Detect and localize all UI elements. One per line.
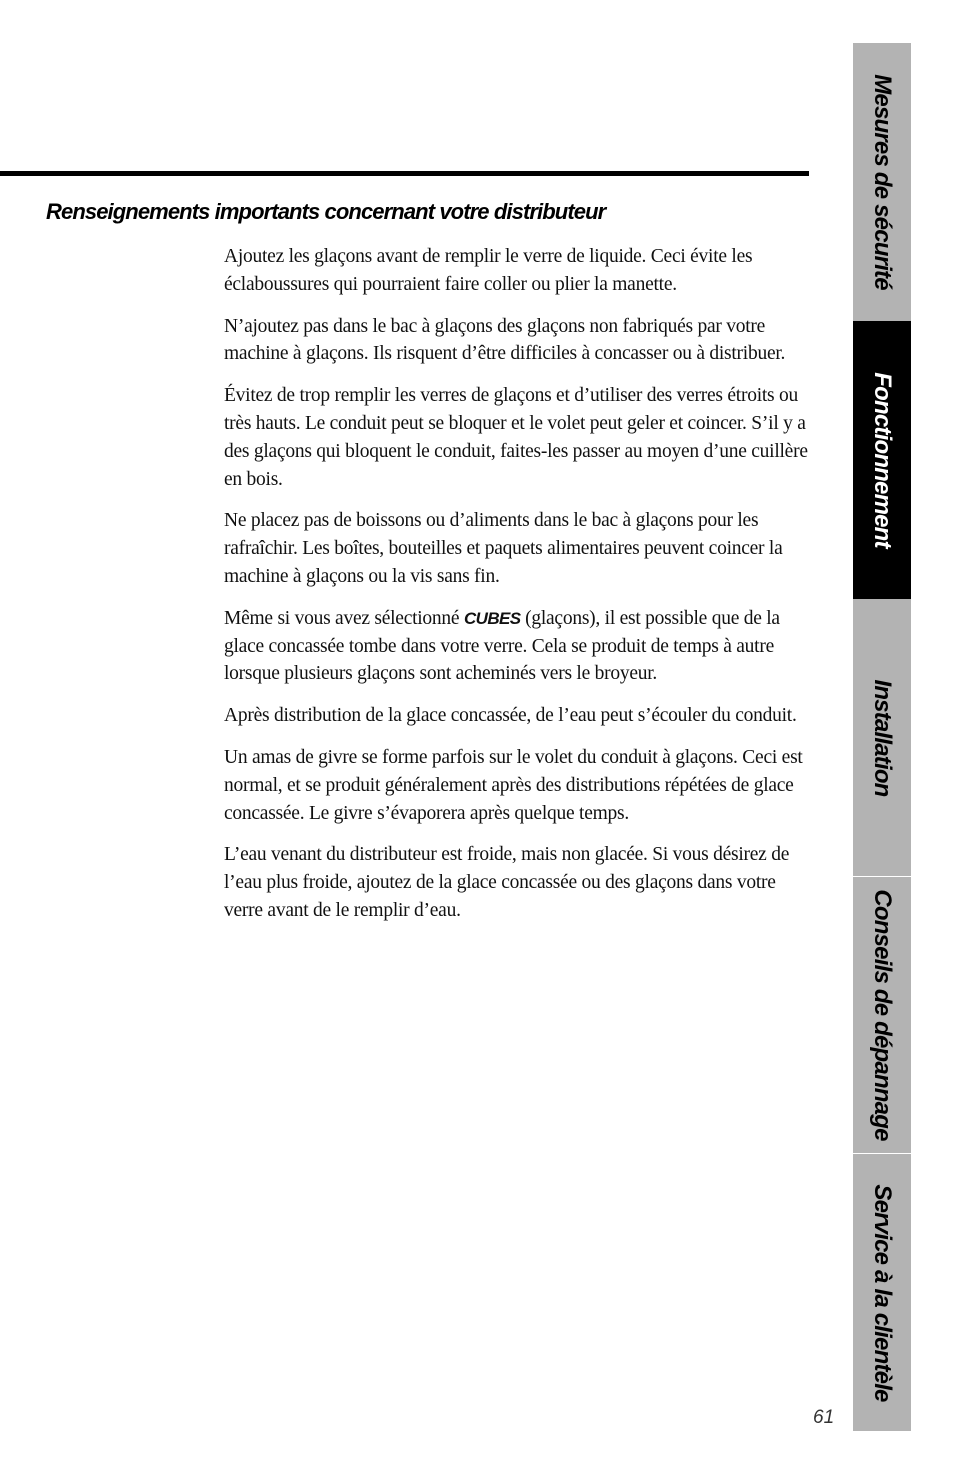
paragraph-cubes-setting [224,605,811,688]
tab-service-label: Service à la clientèle [869,1183,896,1402]
tab-troubleshooting-label: Conseils de dépannage [869,889,896,1141]
section-tabs [853,43,911,1431]
cubes-intro-text: Même si vous avez sélectionné [224,607,464,629]
paragraph-overfill-glasses: Évitez de trop remplir les verres de glaçons et d’utiliser des verres étroits ou très hauts. Le conduit peut se bloquer et le volet peut geler et coincer. S’il y a des glaçons qui bloquent le conduit, faites-les passer au moyen d’une cuillère en bois. [224,385,808,490]
tab-safety[interactable] [853,43,911,321]
cubes-rest-text: (glaçons), il est possible que de la glace concassée tombe dans votre verre. Cela se produit de temps à autre lorsque plusieurs glaçons sont acheminés vers le broyeur. [224,607,780,685]
cubes-label: CUBES [463,608,521,628]
paragraph-foreign-ice: N’ajoutez pas dans le bac à glaçons des glaçons non fabriqués par votre machine à glaçons. Ils risquent d’être difficiles à concasser ou à distribuer. [224,315,786,365]
section-heading: Renseignements importants concernant votre distributeur [46,199,606,224]
paragraph-frost-buildup: Un amas de givre se forme parfois sur le volet du conduit à glaçons. Ceci est normal, et se produit généralement après des distributions répétées de glace concassée. Le givre s’évaporera après quelque temps. [224,746,803,824]
tab-service[interactable] [853,1154,911,1431]
tab-operation[interactable] [853,321,911,599]
tab-installation[interactable] [853,599,911,876]
body-text [224,243,811,939]
paragraph-no-food-in-bin: Ne placez pas de boissons ou d’aliments dans le bac à glaçons pour les rafraîchir. Les boîtes, bouteilles et paquets alimentaires peuvent coincer la machine à glaçons ou la vis sans fin. [224,510,783,587]
page-number: 61 [813,1407,835,1428]
top-rule [0,171,809,176]
tab-installation-label: Installation [869,678,896,797]
tab-troubleshooting[interactable] [853,877,911,1153]
paragraph-water-drip: Après distribution de la glace concassée, de l’eau peut s’écouler du conduit. [224,705,797,727]
tab-safety-label: Mesures de sécurité [869,74,896,290]
tab-operation-label: Fonctionnement [869,372,896,548]
paragraph-water-temperature: L’eau venant du distributeur est froide, mais non glacée. Si vous désirez de l’eau plus froide, ajoutez de la glace concassée ou des glaçons dans votre verre avant de le remplir d’eau. [224,844,790,921]
paragraph-add-ice-first: Ajoutez les glaçons avant de remplir le verre de liquide. Ceci évite les éclaboussures qui pourraient faire coller ou plier la manette. [224,246,753,295]
